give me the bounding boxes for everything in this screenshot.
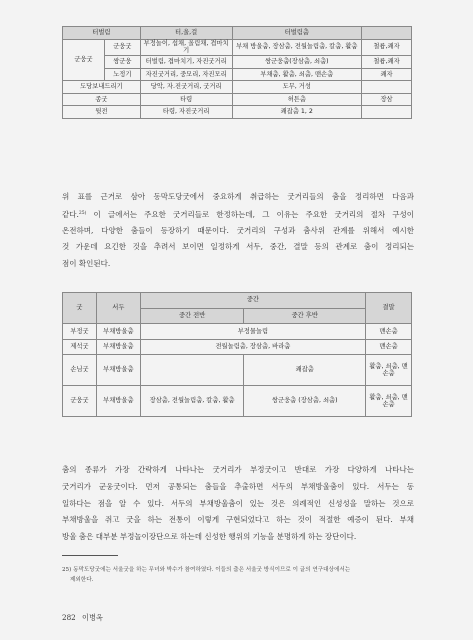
table-row xyxy=(63,386,412,417)
text-line: 것 가운데 요긴한 것을 추려서 보이면 일정하게 서두, 중간, 결말 등의 관계로 춤이 정리되는 xyxy=(62,242,414,252)
body-paragraph xyxy=(62,189,414,273)
table-row xyxy=(63,56,412,69)
table-cell: 활춤, 쇠춤, 맨손춤 xyxy=(366,355,412,386)
page-footer xyxy=(62,613,103,623)
page-number: 282 xyxy=(62,613,76,622)
table-cell: 군웅굿 xyxy=(63,39,105,81)
footnote-line: 제외한다. xyxy=(70,577,94,583)
header-cell: 중간 xyxy=(140,293,365,309)
table-cell: 맨손춤 xyxy=(366,324,412,340)
table-cell: 군웅굿 xyxy=(63,386,97,417)
text-line: 굿거리가 군웅굿이다. 먼저 공통되는 춤들을 추출하면 서두의 부채방울춤이 있다. 서두는 동 xyxy=(62,481,414,491)
table-cell: 부정굿 xyxy=(63,324,97,340)
table-cell: 맨손춤 xyxy=(366,339,412,355)
header-cell: 굿 xyxy=(63,293,97,324)
table-cell: 쾌자 xyxy=(362,68,412,81)
table-cell: 허튼춤 xyxy=(232,93,362,106)
table-cell: 타령, 자진굿거리 xyxy=(140,106,232,119)
table-cell xyxy=(362,81,412,94)
text-line: 점이 확인된다. xyxy=(62,259,111,269)
header-cell: 결말 xyxy=(366,293,412,324)
footnote xyxy=(62,565,414,585)
table-cell: 쌍군웅 xyxy=(104,56,140,69)
table-cell: 터벌림 xyxy=(63,27,141,40)
table-cell: 부채춤, 활춤, 쇠춤, 맨손춤 xyxy=(232,68,362,81)
table-row xyxy=(63,293,412,309)
footnote-line: 25) 동막도당굿에는 서울굿을 하는 무녀와 박수가 참여하였다. 이들의 춤은 서울굿 방식이므로 이 글의 연구대상에서는 xyxy=(62,567,351,573)
table-cell: 철륭,쾌자 xyxy=(362,39,412,56)
table-cell xyxy=(140,355,244,386)
table-cell xyxy=(362,106,412,119)
footnote-ref[interactable]: 25) xyxy=(78,210,87,216)
header-cell: 중간 전반 xyxy=(140,308,244,324)
text-line: 위 표를 근거로 삼아 동막도당굿에서 중요하게 취급하는 굿거리들의 춤을 정리하면 다음과 xyxy=(62,192,414,201)
table-row xyxy=(63,39,412,56)
text-line: 온전하며, 다양한 춤들이 등장하기 때문이다. 굿거리의 구성과 춤사위 관계를 위해서 예시한 xyxy=(62,225,414,235)
table-row xyxy=(63,106,412,119)
body-paragraph xyxy=(62,462,414,546)
table-cell: 쾌잡춤 xyxy=(244,355,366,386)
table-cell: 전월놀림춤, 장삼춤, 바라춤 xyxy=(140,339,365,355)
table-row xyxy=(63,27,412,40)
table-cell: 터벌림, 겹마치기, 자진굿거리 xyxy=(140,56,232,69)
table-row xyxy=(63,355,412,386)
text-line: 같다.$^{25)}$ 이 글에서는 주요한 굿거리들로 한정하는데, 그 이유는 주요한 굿거리의 절차 구성이 xyxy=(62,209,414,219)
table-cell: 도당보내드리기 xyxy=(63,81,141,94)
text-line: 부채방울을 쥐고 굿을 하는 전통이 이렇게 구현되었다고 하는 것이 적절한 예증이 된다. 부채 xyxy=(62,515,414,525)
table-cell: 부정놀이, 섭채, 올림채, 겹마치기 xyxy=(140,39,232,56)
table-cell: 손님굿 xyxy=(63,355,97,386)
text-line: 방울 춤은 대부분 부정놀이장단으로 하는데 신성한 행위의 기능을 분명하게 하는 장단이다. xyxy=(62,532,357,542)
table-cell: 자진굿거리, 중모리, 자진모리 xyxy=(140,68,232,81)
table-cell: 쌍군웅춤 (장삼춤, 쇠춤) xyxy=(244,386,366,417)
table-row xyxy=(63,81,412,94)
table-cell: 부채 방울춤, 장삼춤, 전월놀림춤, 칼춤, 활춤 xyxy=(232,39,362,56)
table-cell: 부채방울춤 xyxy=(96,324,140,340)
table-cell: 타령 xyxy=(140,93,232,106)
table-cell: 터,울,걸 xyxy=(140,27,232,40)
table-cell: 터벌림춤 xyxy=(232,27,362,40)
dance-structure-table xyxy=(62,292,412,417)
table-cell: 장삼춤, 전월놀림춤, 칼춤, 활춤 xyxy=(140,386,244,417)
table-cell: 제석굿 xyxy=(63,339,97,355)
table-cell: 군웅굿 xyxy=(104,39,140,56)
table-cell: 쌍군웅춤(장삼춤, 쇠춤) xyxy=(232,56,362,69)
table-cell: 부채방울춤 xyxy=(96,355,140,386)
table-cell: 도무, 거성 xyxy=(232,81,362,94)
table-cell: 부채방울춤 xyxy=(96,386,140,417)
table-row xyxy=(63,68,412,81)
table-cell: 당악, 자.진굿거리, 굿거리 xyxy=(140,81,232,94)
table-cell: 부채방울춤 xyxy=(96,339,140,355)
table-cell: 쾌잡춤 1, 2 xyxy=(232,106,362,119)
table-cell: 종굿 xyxy=(63,93,141,106)
table-row xyxy=(63,339,412,355)
author-name: 이병옥 xyxy=(82,613,103,622)
table-cell: 활춤, 쇠춤, 맨손춤 xyxy=(366,386,412,417)
table-cell xyxy=(362,27,412,40)
table-cell: 부정물놀림 xyxy=(140,324,365,340)
header-cell: 서두 xyxy=(96,293,140,324)
table-row xyxy=(63,93,412,106)
table-cell: 철륭,쾌자 xyxy=(362,56,412,69)
text-line: 일하다는 점을 알 수 있다. 서두의 부채방울춤이 있는 것은 의례적인 신성성을 말하는 것으로 xyxy=(62,498,414,508)
gut-dance-table xyxy=(62,26,412,119)
table-row xyxy=(63,324,412,340)
header-cell: 중간 후반 xyxy=(244,308,366,324)
footnote-divider xyxy=(62,555,118,556)
table-cell: 뒷전 xyxy=(63,106,141,119)
table-cell: 노정기 xyxy=(104,68,140,81)
table-cell: 장삼 xyxy=(362,93,412,106)
text-line: 춤의 종류가 가장 간략하게 나타나는 굿거리가 부정굿이고 반대로 가장 다양하게 나타나는 xyxy=(62,465,414,474)
